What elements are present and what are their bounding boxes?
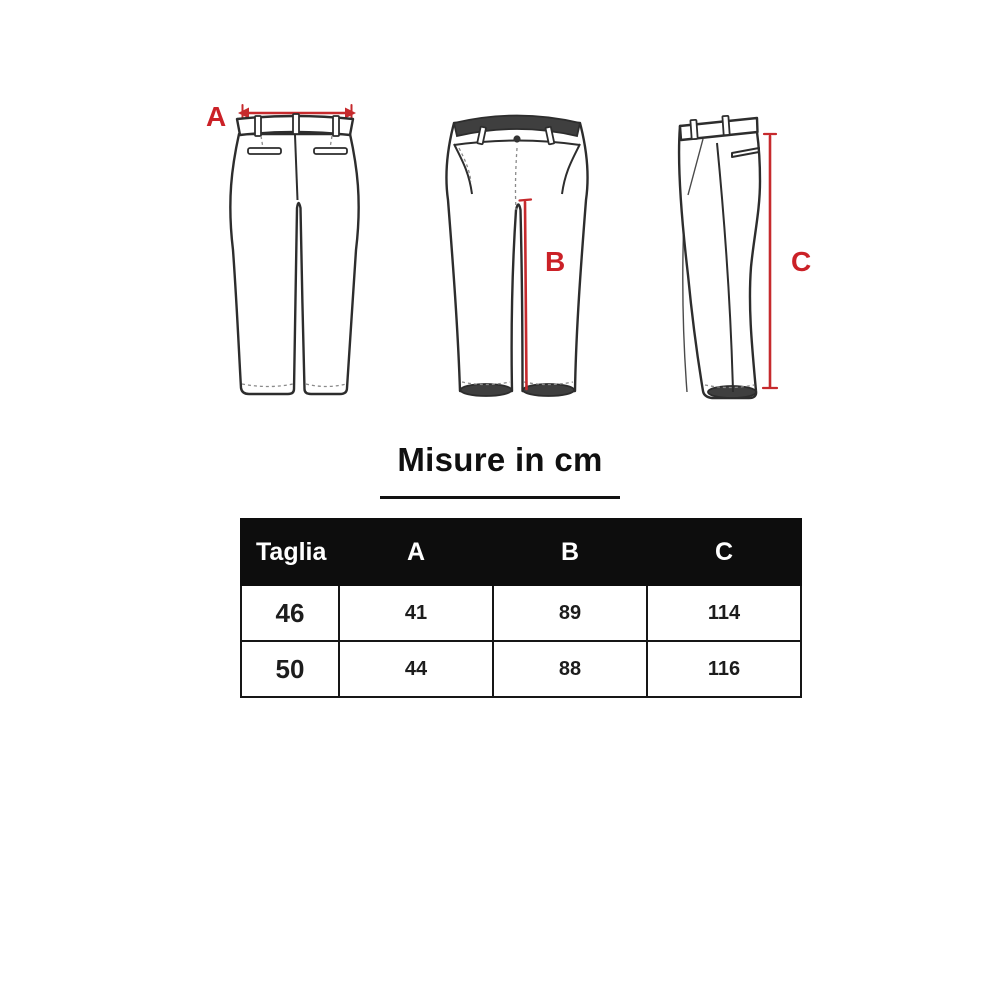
- measure-label-c: C: [791, 246, 812, 277]
- cell-size-46: 46: [241, 585, 339, 641]
- measure-label-b: B: [545, 246, 566, 277]
- header-c: C: [647, 519, 801, 585]
- size-table: [240, 518, 802, 698]
- cell-50-b: 88: [493, 641, 647, 697]
- pants-front-view-illustration: [428, 98, 603, 403]
- measure-label-a: A: [206, 101, 227, 132]
- pants-back-view-figure: [193, 92, 378, 407]
- cell-50-c: 116: [647, 641, 801, 697]
- button: [513, 135, 520, 142]
- header-b: B: [493, 519, 647, 585]
- cell-46-a: 41: [339, 585, 493, 641]
- length-line: [763, 134, 777, 388]
- size-row-50: [241, 641, 801, 697]
- page-title: Misure in cm: [397, 441, 603, 478]
- cell-46-b: 89: [493, 585, 647, 641]
- pants-front-view-figure: [428, 98, 603, 403]
- pants-side-view-figure: [653, 95, 823, 405]
- cell-50-a: 44: [339, 641, 493, 697]
- pants-side-view-illustration: [653, 95, 823, 405]
- cell-size-50: 50: [241, 641, 339, 697]
- title-underline: [380, 496, 620, 499]
- header-a: A: [339, 519, 493, 585]
- pants-back-view-illustration: [193, 92, 378, 407]
- size-row-46: [241, 585, 801, 641]
- size-table-header-row: [241, 519, 801, 585]
- header-taglia: Taglia: [241, 519, 339, 585]
- cell-46-c: 114: [647, 585, 801, 641]
